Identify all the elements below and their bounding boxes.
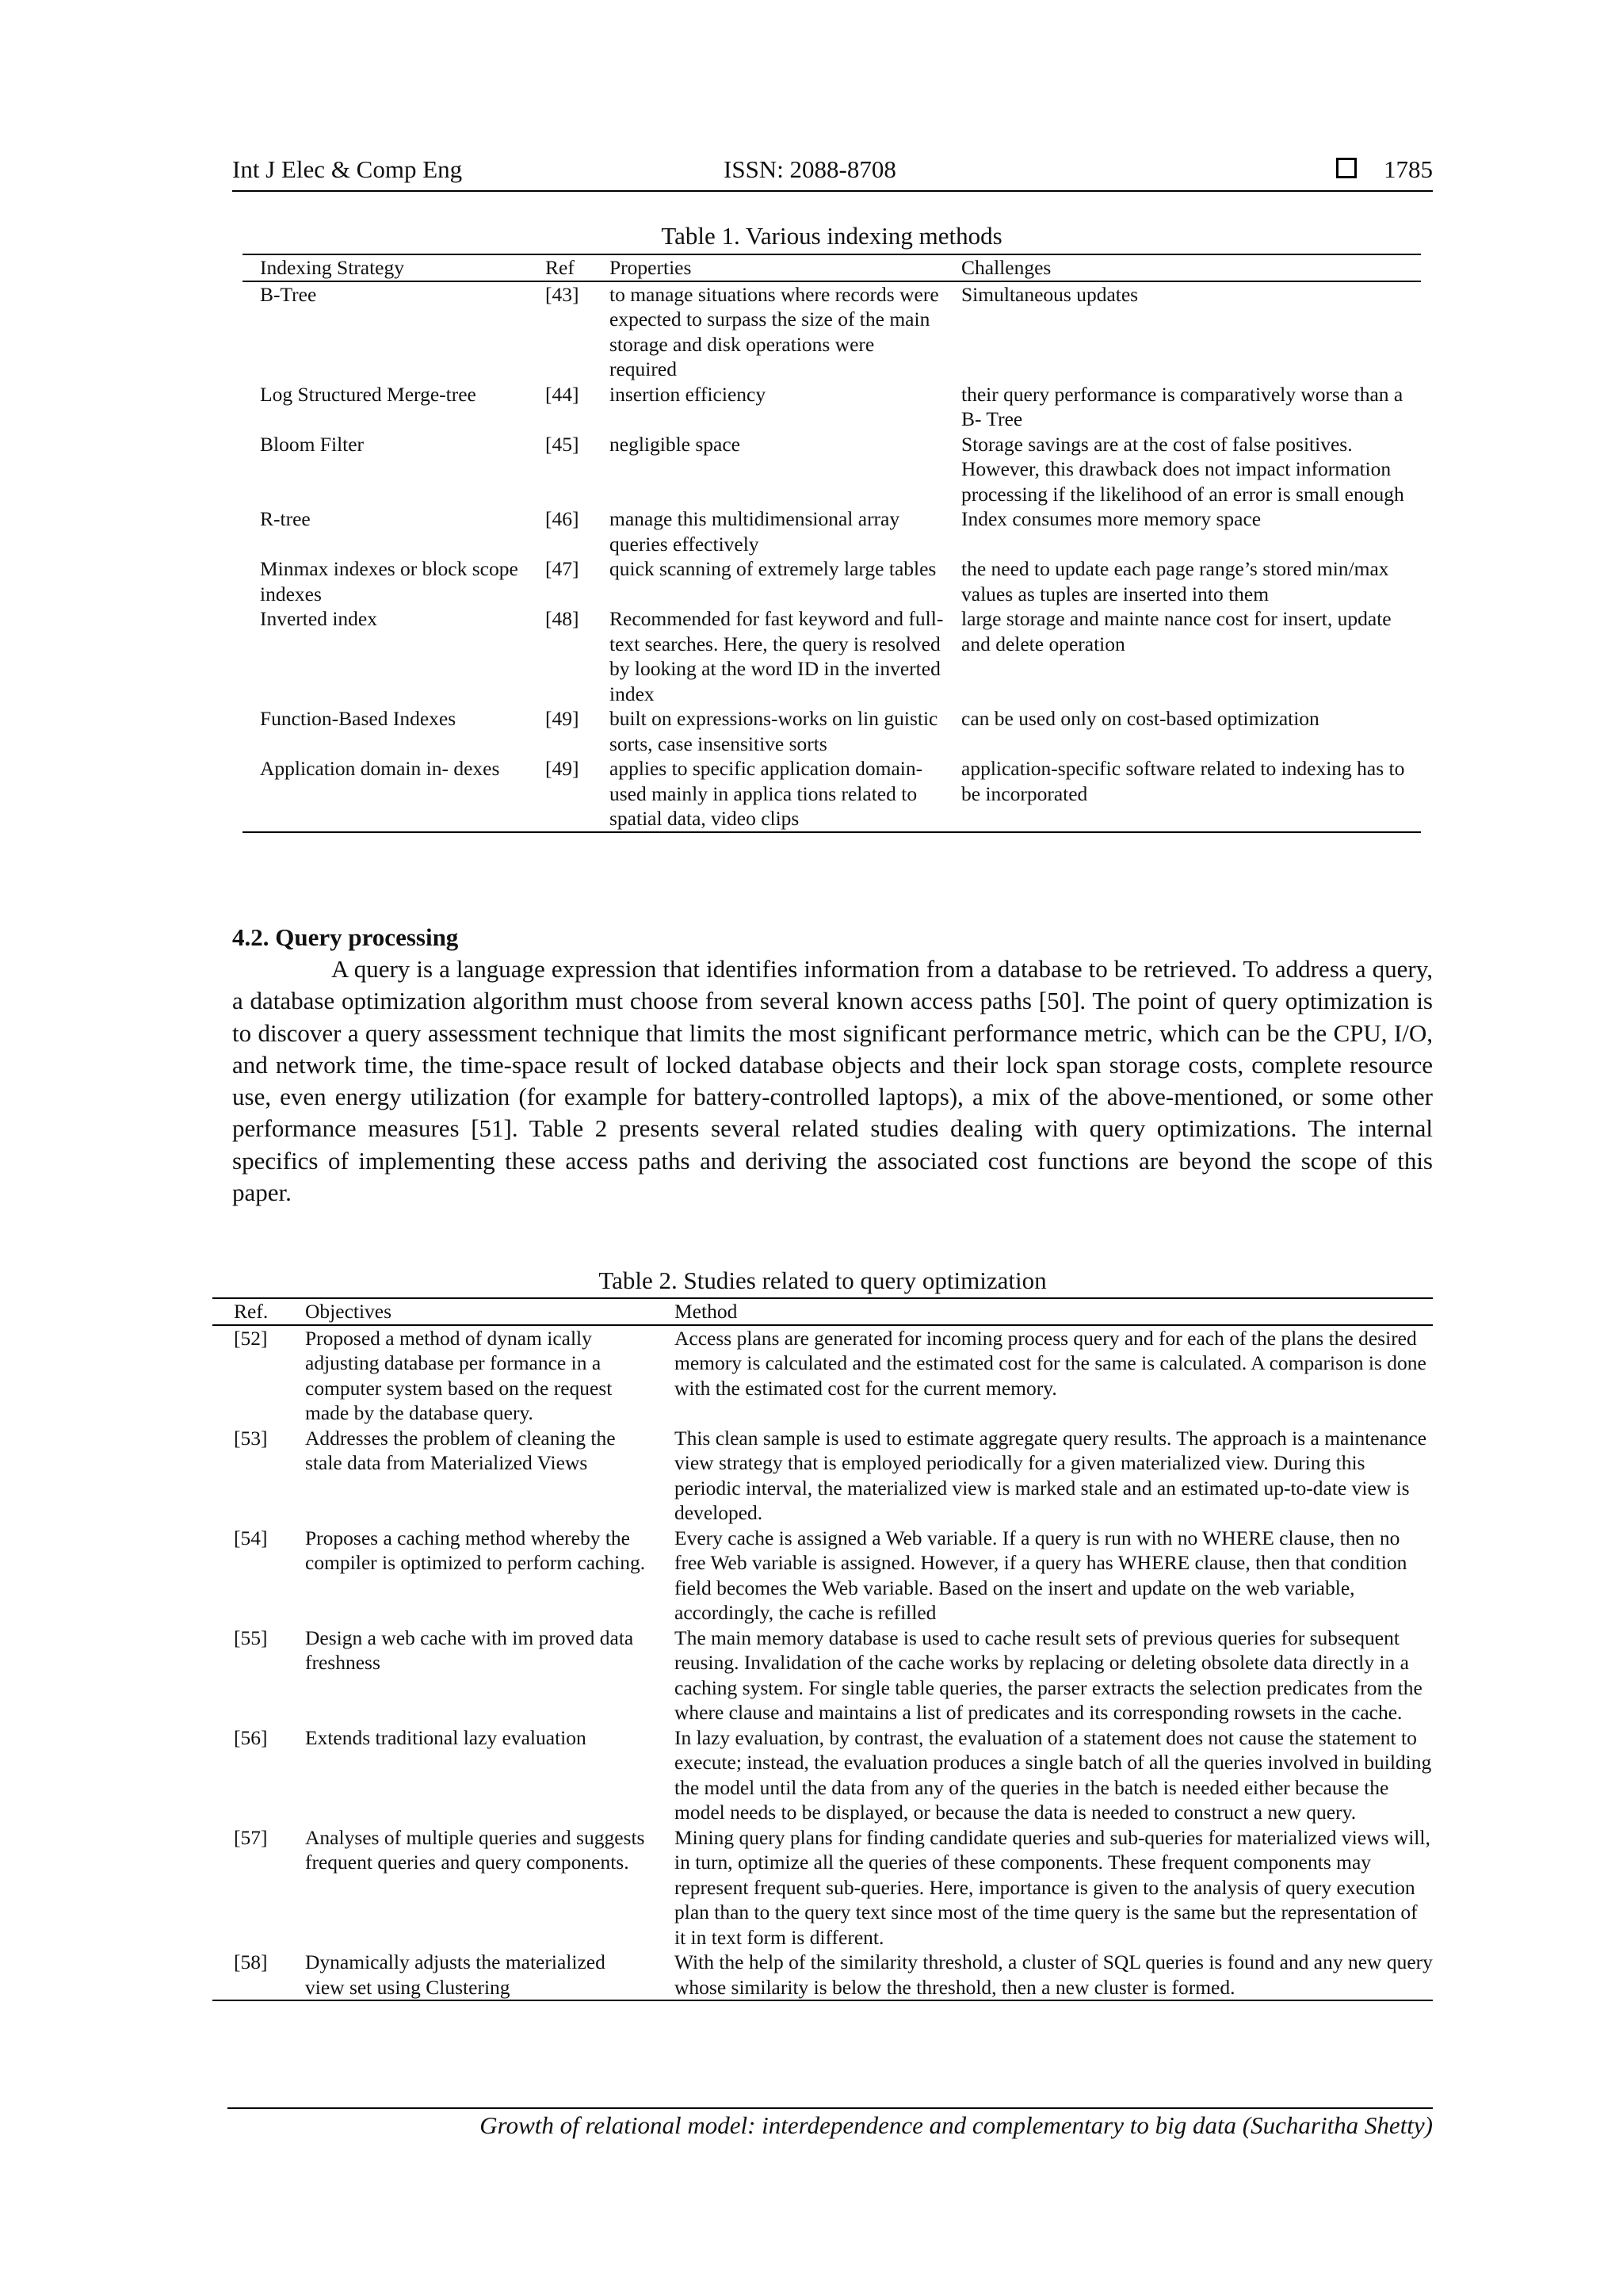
table2-caption: Table 2. Studies related to query optimization (598, 1266, 1047, 1294)
table2 (212, 1297, 1433, 2001)
footer-rule (227, 2107, 1433, 2109)
table-row (212, 1626, 1433, 1725)
table1-cell: large storage and mainte nance cost for insert, update and delete operation (961, 607, 1392, 655)
table2-cell: This clean sample is used to estimate aggregate query results. The approach is a maintenance view strategy that is employed periodically for a given materialized view. During this periodic interval, the materialized view is marked stale and an estimated up-to-date view is developed. (674, 1426, 1427, 1524)
table1-cell: Function-Based Indexes (260, 707, 456, 730)
table1-cell: built on expressions-works on lin guistic sorts, case insensitive sorts (609, 707, 938, 755)
table-row (242, 281, 1421, 382)
table1-header-challenges: Challenges (960, 254, 1421, 281)
table2-cell: [58] (212, 1950, 303, 2000)
table1-header-strategy: Indexing Strategy (242, 254, 539, 281)
journal-name: Int J Elec & Comp Eng (232, 155, 463, 183)
section-paragraph: A query is a language expression that identifies information from a database to be retrieved. To address a query, a database optimization algorithm must choose from several known access paths [50]. The point of query optimization is to discover a query assessment technique that limits the most significant performance metric, which can be the CPU, I/O, and network time, the time-space result of locked database objects and their lock span storage costs, complete resource use, even energy utilization (for example for battery-controlled laptops), a mix of the above-mentioned, or some other performance measures [51]. Table 2 presents several related studies dealing with query optimizations. The internal specifics of implementing these access paths and deriving the associated cost functions are beyond the scope of this paper. (232, 955, 1433, 1207)
table-row (212, 1950, 1433, 2000)
table2-header-row (212, 1298, 1433, 1325)
table1-cell: can be used only on cost-based optimization (961, 707, 1319, 730)
table2-cell: In lazy evaluation, by contrast, the evaluation of a statement does not cause the statement to execute; instead, the evaluation produces a single batch of all the queries involved in building the model until the data from any of the queries in the batch is needed either because the model needs to be displayed, or because the data is needed to construct a new query. (674, 1725, 1432, 1824)
table1-cell: Recommended for fast keyword and full-text searches. Here, the query is resolved by looking at the word ID in the inverted index (609, 607, 944, 705)
table1-cell: applies to specific application domain-used mainly in applica tions related to spatial data, video clips (608, 756, 960, 832)
table1-cell: insertion efficiency (609, 382, 766, 406)
table1-cell: quick scanning of extremely large tables (609, 557, 937, 580)
table-row (242, 506, 1421, 556)
table1-cell: Simultaneous updates (961, 282, 1139, 306)
table1-cell: [49] (545, 707, 579, 730)
table2-cell: With the help of the similarity threshold, a cluster of SQL queries is found and any new query whose similarity is below the threshold, then a new cluster is formed. (670, 1950, 1433, 2000)
table1-cell: Index consumes more memory space (961, 507, 1262, 530)
table2-cell: [56] (234, 1725, 268, 1749)
table1-cell: [47] (545, 557, 579, 580)
table1-cell: [45] (545, 432, 579, 456)
table2-header-ref: Ref. (212, 1298, 303, 1325)
table1-cell: the need to update each page range’s stored min/max values as tuples are inserted into them (961, 557, 1389, 606)
table1-cell: [43] (545, 282, 579, 306)
table2-cell: Dynamically adjusts the materialized view set using Clustering (303, 1950, 670, 2000)
table1-cell: B-Tree (260, 282, 317, 306)
table-row (242, 432, 1421, 507)
table-row (212, 1426, 1433, 1526)
table2-cell: Proposes a caching method whereby the compiler is optimized to perform caching. (305, 1526, 646, 1574)
table2-cell: Mining query plans for finding candidate queries and sub-queries for materialized views will, in turn, optimize all the queries of these components. These frequent components may represent frequent sub-queries. Here, importance is given to the analysis of query execution plan than to the query text since most of the time query is the same but the representation of it in text form is different. (674, 1825, 1430, 1949)
table1-header-ref: Ref (539, 254, 608, 281)
table-row (212, 1526, 1433, 1626)
table1-cell: R-tree (260, 507, 311, 530)
table1-cell: Application domain in- dexes (242, 756, 539, 832)
table1-cell: application-specific software related to indexing has to be incorporated (960, 756, 1421, 832)
table2-cell: Extends traditional lazy evaluation (305, 1725, 586, 1749)
table-row (212, 1825, 1433, 1950)
table1 (242, 254, 1421, 833)
table-row (242, 382, 1421, 432)
table2-cell: [57] (234, 1825, 268, 1849)
table2-cell: The main memory database is used to cache result sets of previous queries for subsequent reusing. Invalidation of the cache works by replacing or deleting obsolete data directly in a caching system. For single table queries, the parser extracts the selection predicates from the where clause and maintains a list of predicates and its corresponding rowsets in the cache. (674, 1626, 1423, 1724)
table1-cell: to manage situations where records were expected to surpass the size of the main storage and disk operations were required (609, 282, 939, 380)
table2-cell: Access plans are generated for incoming process query and for each of the plans the desired memory is calculated and the estimated cost for the same is calculated. A comparison is done with the estimated cost for the current memory. (674, 1326, 1426, 1400)
page-number: 1785 (1384, 155, 1433, 183)
table1-cell: their query performance is comparatively worse than a B- Tree (961, 382, 1403, 430)
table1-cell: [48] (545, 607, 579, 630)
table2-cell: Every cache is assigned a Web variable. If a query is run with no WHERE clause, then no free Web variable is assigned. However, if a query has WHERE clause, then that condition field becomes the Web variable. Based on the insert and update on the web variable, accordingly, the cache is refilled (674, 1526, 1407, 1624)
table2-cell: Design a web cache with im proved data freshness (305, 1626, 634, 1674)
table-row (242, 606, 1421, 706)
table2-cell: [52] (234, 1326, 268, 1350)
table1-cell: manage this multidimensional array queries effectively (609, 507, 900, 556)
table1-cell: Storage savings are at the cost of false positives. However, this drawback does not impact information processing if the likelihood of an error is small enough (961, 432, 1404, 506)
table-row (242, 756, 1421, 832)
table2-cell: [53] (234, 1426, 268, 1450)
table1-header-properties: Properties (608, 254, 960, 281)
issn: ISSN: 2088-8708 (724, 155, 896, 183)
table2-cell: Proposed a method of dynam ically adjusting database per formance in a computer system based on the request made by the database query. (305, 1326, 613, 1424)
table1-cell: Minmax indexes or block scope indexes (260, 557, 518, 606)
table1-caption: Table 1. Various indexing methods (661, 222, 1002, 250)
table1-cell: [49] (539, 756, 608, 832)
table-row (242, 706, 1421, 756)
square-icon (1336, 158, 1357, 178)
running-header (232, 155, 1433, 192)
table2-cell: Analyses of multiple queries and suggests frequent queries and query components. (305, 1825, 645, 1874)
table2-cell: [54] (234, 1526, 268, 1549)
page-number-block (1336, 155, 1433, 184)
table-row (212, 1325, 1433, 1426)
table-row (212, 1725, 1433, 1825)
table1-header-row (242, 254, 1421, 281)
table2-header-objectives: Objectives (303, 1298, 670, 1325)
table-row (242, 556, 1421, 606)
table2-cell: Addresses the problem of cleaning the stale data from Materialized Views (305, 1426, 616, 1474)
table2-cell: [55] (234, 1626, 268, 1649)
table1-cell: [46] (545, 507, 579, 530)
table1-cell: Log Structured Merge-tree (260, 382, 476, 406)
running-footer: Growth of relational model: interdependence and complementary to big data (Sucharitha Shetty) (479, 2111, 1433, 2139)
table1-cell: Inverted index (260, 607, 377, 630)
table2-header-method: Method (670, 1298, 1433, 1325)
table1-cell: Bloom Filter (260, 432, 365, 456)
table1-cell: [44] (545, 382, 579, 406)
section-heading: 4.2. Query processing (232, 923, 459, 951)
table1-cell: negligible space (609, 432, 740, 456)
